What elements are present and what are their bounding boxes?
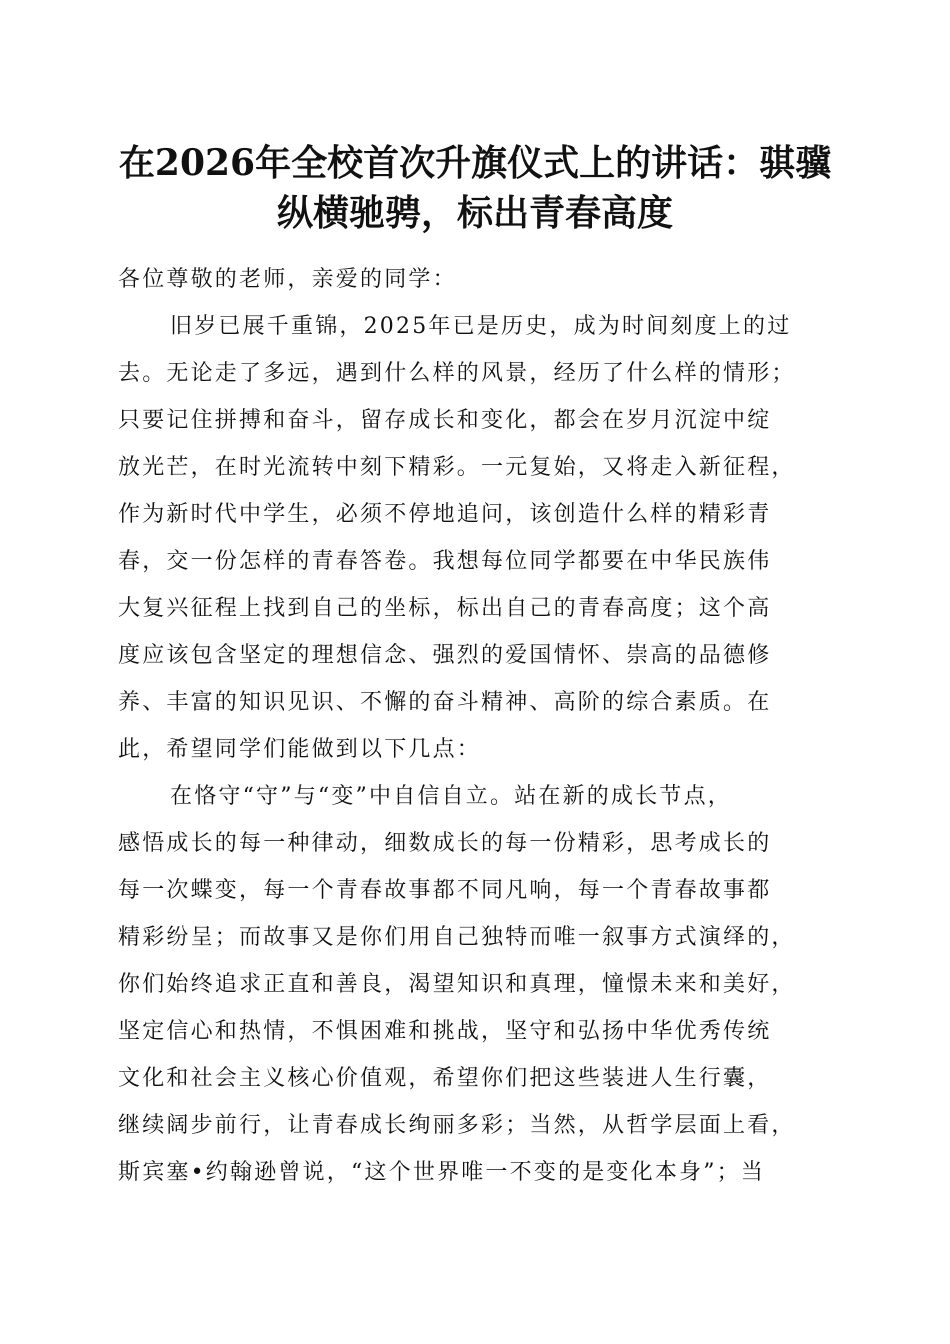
paragraph-1-line-10: 此，希望同学们能做到以下几点： [118, 737, 482, 762]
greeting-line: 各位尊敬的老师，亲爱的同学： [118, 267, 457, 292]
paragraph-1 [118, 303, 838, 773]
paragraph-2-line-8: 继续阔步前行，让青春成长绚丽多彩；当然，从哲学层面上看， [118, 1113, 796, 1138]
document-title [110, 138, 840, 238]
title-line-2: 纵横驰骋，标出青春高度 [276, 192, 673, 234]
paragraph-1-line-6: 春，交一份怎样的青春答卷。我想每位同学都要在中华民族伟 [118, 549, 772, 574]
paragraph-1-line-4: 放光芒，在时光流转中刻下精彩。一元复始，又将走入新征程， [118, 455, 796, 480]
paragraph-2-line-4: 精彩纷呈；而故事又是你们用自己独特而唯一叙事方式演绎的， [118, 925, 796, 950]
paragraph-1-line-9: 养、丰富的知识见识、不懈的奋斗精神、高阶的综合素质。在 [118, 690, 772, 715]
paragraph-2-line-6: 坚定信心和热情，不惧困难和挑战，坚守和弘扬中华优秀传统 [118, 1019, 772, 1044]
title-line-1: 在2026年全校首次升旗仪式上的讲话：骐骥 [118, 142, 832, 184]
paragraph-2 [118, 773, 838, 1196]
paragraph-1-line-5: 作为新时代中学生，必须不停地追问，该创造什么样的精彩青 [118, 502, 772, 527]
document-body [118, 256, 838, 1196]
paragraph-2-line-2: 感悟成长的每一种律动，细数成长的每一份精彩，思考成长的 [118, 831, 772, 856]
paragraph-1-line-2: 去。无论走了多远，遇到什么样的风景，经历了什么样的情形； [118, 361, 796, 386]
greeting-paragraph [118, 256, 838, 303]
paragraph-1-line-3: 只要记住拼搏和奋斗，留存成长和变化，都会在岁月沉淀中绽 [118, 408, 772, 433]
paragraph-1-line-8: 度应该包含坚定的理想信念、强烈的爱国情怀、崇高的品德修 [118, 643, 772, 668]
paragraph-1-line-7: 大复兴征程上找到自己的坐标，标出自己的青春高度；这个高 [118, 596, 772, 621]
paragraph-2-line-1: 在恪守“守”与“变”中自信自立。站在新的成长节点， [170, 784, 732, 809]
paragraph-2-line-9: 斯宾塞•约翰逊曾说，“这个世界唯一不变的是变化本身”；当 [118, 1160, 766, 1185]
paragraph-2-line-5: 你们始终追求正直和善良，渴望知识和真理，憧憬未来和美好， [118, 972, 796, 997]
paragraph-2-line-7: 文化和社会主义核心价值观，希望你们把这些装进人生行囊， [118, 1066, 772, 1091]
paragraph-1-line-1: 旧岁已展千重锦，2025年已是历史，成为时间刻度上的过 [170, 314, 792, 339]
paragraph-2-line-3: 每一次蝶变，每一个青春故事都不同凡响，每一个青春故事都 [118, 878, 772, 903]
